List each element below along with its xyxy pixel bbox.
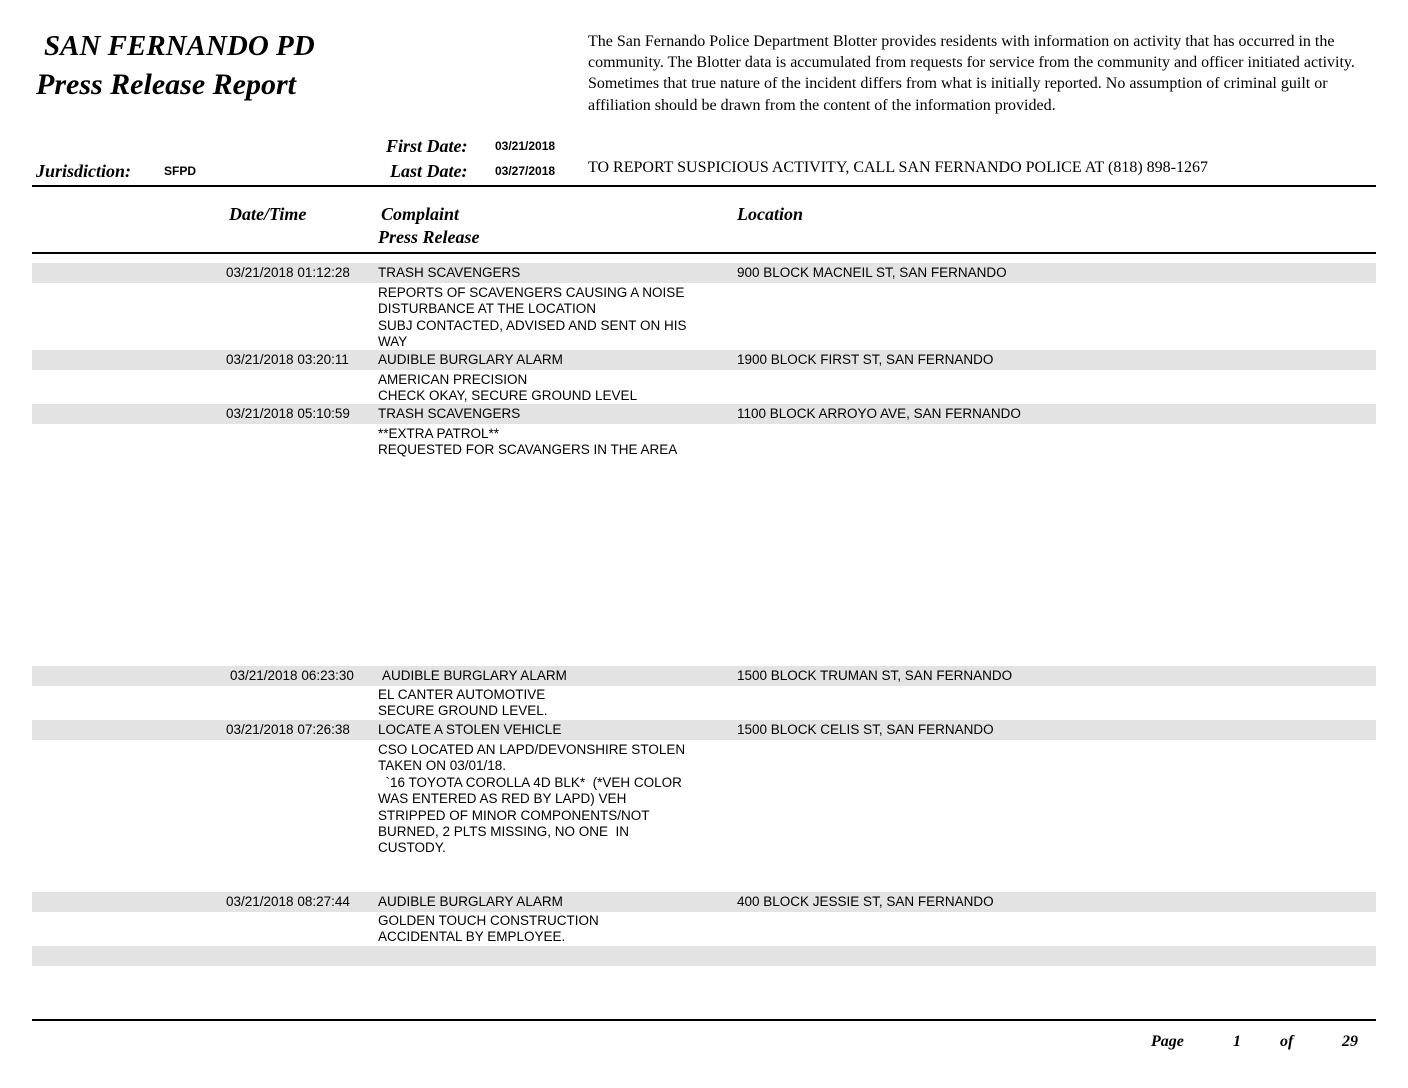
total-pages: 29 <box>1342 1033 1358 1050</box>
record-complaint: TRASH SCAVENGERS <box>378 406 521 421</box>
record-details: EL CANTER AUTOMOTIVE SECURE GROUND LEVEL. <box>378 687 548 719</box>
record-details: AMERICAN PRECISION CHECK OKAY, SECURE GROUND LEVEL <box>378 372 638 404</box>
jurisdiction-label: Jurisdiction: <box>36 161 132 181</box>
page-label: Page <box>1151 1033 1184 1050</box>
column-header-location: Location <box>737 204 803 224</box>
column-header-datetime: Date/Time <box>229 204 307 224</box>
column-header-complaint: Complaint <box>381 204 460 224</box>
record-datetime: 03/21/2018 07:26:38 <box>226 722 350 737</box>
record-location: 1100 BLOCK ARROYO AVE, SAN FERNANDO <box>737 406 1021 421</box>
record-complaint: AUDIBLE BURGLARY ALARM <box>382 668 567 683</box>
blotter-description: The San Fernando Police Department Blotter provides residents with information on activity that has occurred in the community. The Blotter data is accumulated from requests for service from the community and officer initiated activity. Sometimes that true nature of the incident differs from what is initially reported. No assumption of criminal guilt or affiliation should be drawn from the content of the information provided. <box>588 33 1355 114</box>
record-datetime: 03/21/2018 08:27:44 <box>226 894 350 909</box>
page-number: 1 <box>1233 1033 1241 1050</box>
report-phone-line: TO REPORT SUSPICIOUS ACTIVITY, CALL SAN FERNANDO POLICE AT (818) 898-1267 <box>588 159 1208 176</box>
record-location: 1500 BLOCK TRUMAN ST, SAN FERNANDO <box>737 668 1013 683</box>
column-header-press-release: Press Release <box>378 227 480 247</box>
record-datetime: 03/21/2018 03:20:11 <box>226 352 349 367</box>
report-title: Press Release Report <box>36 68 296 101</box>
record-location: 1900 BLOCK FIRST ST, SAN FERNANDO <box>737 352 994 367</box>
record-details: GOLDEN TOUCH CONSTRUCTION ACCIDENTAL BY EMPLOYEE. <box>378 913 599 945</box>
record-datetime: 03/21/2018 06:23:30 <box>230 668 354 683</box>
last-date-value: 03/27/2018 <box>495 164 556 178</box>
record-complaint: LOCATE A STOLEN VEHICLE <box>378 722 562 737</box>
record-complaint: TRASH SCAVENGERS <box>378 265 521 280</box>
record-band-empty <box>32 946 1376 966</box>
record-details: CSO LOCATED AN LAPD/DEVONSHIRE STOLEN TAKEN ON 03/01/18. `16 TOYOTA COROLLA 4D BLK* (*VEH COLOR WAS ENTERED AS RED BY LAPD) VEH STRIPPED OF MINOR COMPONENTS/NOT BURNED, 2 PLTS MISSING, NO ONE IN CUSTODY. <box>378 742 686 856</box>
record-details: REPORTS OF SCAVENGERS CAUSING A NOISE DISTURBANCE AT THE LOCATION SUBJ CONTACTED, ADVISED AND SENT ON HIS WAY <box>378 285 687 350</box>
footer-divider <box>32 1019 1376 1021</box>
agency-name: SAN FERNANDO PD <box>44 30 315 62</box>
record-location: 400 BLOCK JESSIE ST, SAN FERNANDO <box>737 894 994 909</box>
column-header-divider <box>32 252 1376 254</box>
record-details: **EXTRA PATROL** REQUESTED FOR SCAVANGERS IN THE AREA <box>378 426 678 458</box>
record-location: 900 BLOCK MACNEIL ST, SAN FERNANDO <box>737 265 1007 280</box>
first-date-label: First Date: <box>386 136 468 156</box>
header-divider <box>32 185 1376 187</box>
record-datetime: 03/21/2018 05:10:59 <box>226 406 350 421</box>
jurisdiction-value: SFPD <box>164 164 197 178</box>
record-complaint: AUDIBLE BURGLARY ALARM <box>378 352 563 367</box>
last-date-label: Last Date: <box>390 161 468 181</box>
record-datetime: 03/21/2018 01:12:28 <box>226 265 350 280</box>
record-complaint: AUDIBLE BURGLARY ALARM <box>378 894 563 909</box>
record-location: 1500 BLOCK CELIS ST, SAN FERNANDO <box>737 722 994 737</box>
of-label: of <box>1280 1033 1294 1050</box>
first-date-value: 03/21/2018 <box>495 139 556 153</box>
